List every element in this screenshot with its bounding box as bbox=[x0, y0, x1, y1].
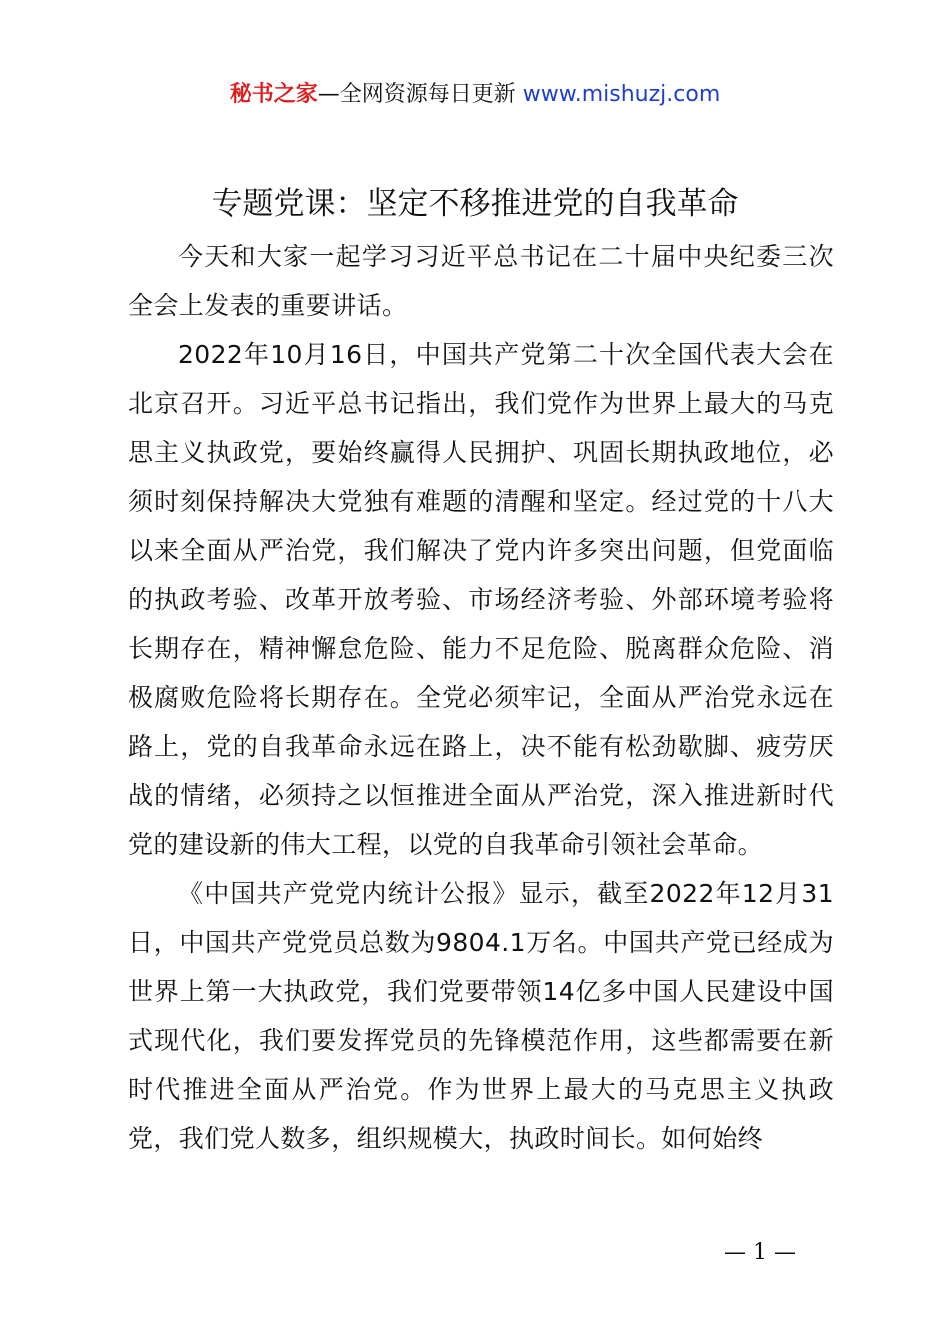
document-title: 专题党课：坚定不移推进党的自我革命 bbox=[211, 186, 739, 222]
paragraph-2: 2022年10月16日，中国共产党第二十次全国代表大会在北京召开。习近平总书记指出，我们党作为世界上最大的马克思主义执政党，要始终赢得人民拥护、巩固长期执政地位，必须时刻保持解决大党独有难题的清醒和坚定。经过党的十八大以来全面从严治党，我们解决了党内许多突出问题，但党面临的执政考验、改革开放考验、市场经济考验、外部环境考验将长期存在，精神懈怠危险、能力不足危险、脱离群众危险、消极腐败危险将长期存在。全党必须牢记，全面从严治党永远在路上，党的自我革命永远在路上，决不能有松劲歇脚、疲劳厌战的情绪，必须持之以恒推进全面从严治党，深入推进新时代党的建设新的伟大工程，以党的自我革命引领社会革命。 bbox=[128, 340, 834, 859]
site-url-link[interactable]: www.mishuzj.com bbox=[522, 82, 721, 107]
paragraph-1: 今天和大家一起学习习近平总书记在二十届中央纪委三次全会上发表的重要讲话。 bbox=[128, 242, 834, 320]
site-tagline: —全网资源每日更新 bbox=[317, 82, 516, 107]
page-number: — 1 — bbox=[724, 1240, 796, 1265]
document-body bbox=[128, 232, 834, 1163]
site-brand: 秘书之家 bbox=[229, 82, 318, 107]
site-header bbox=[0, 78, 950, 112]
paragraph-3: 《中国共产党党内统计公报》显示，截至2022年12月31日，中国共产党党员总数为9804.1万名。中国共产党已经成为世界上第一大执政党，我们党要带领14亿多中国人民建设中国式现代化，我们要发挥党员的先锋模范作用，这些都需要在新时代推进全面从严治党。作为世界上最大的马克思主义执政党，我们党人数多，组织规模大，执政时间长。如何始终 bbox=[128, 879, 834, 1153]
